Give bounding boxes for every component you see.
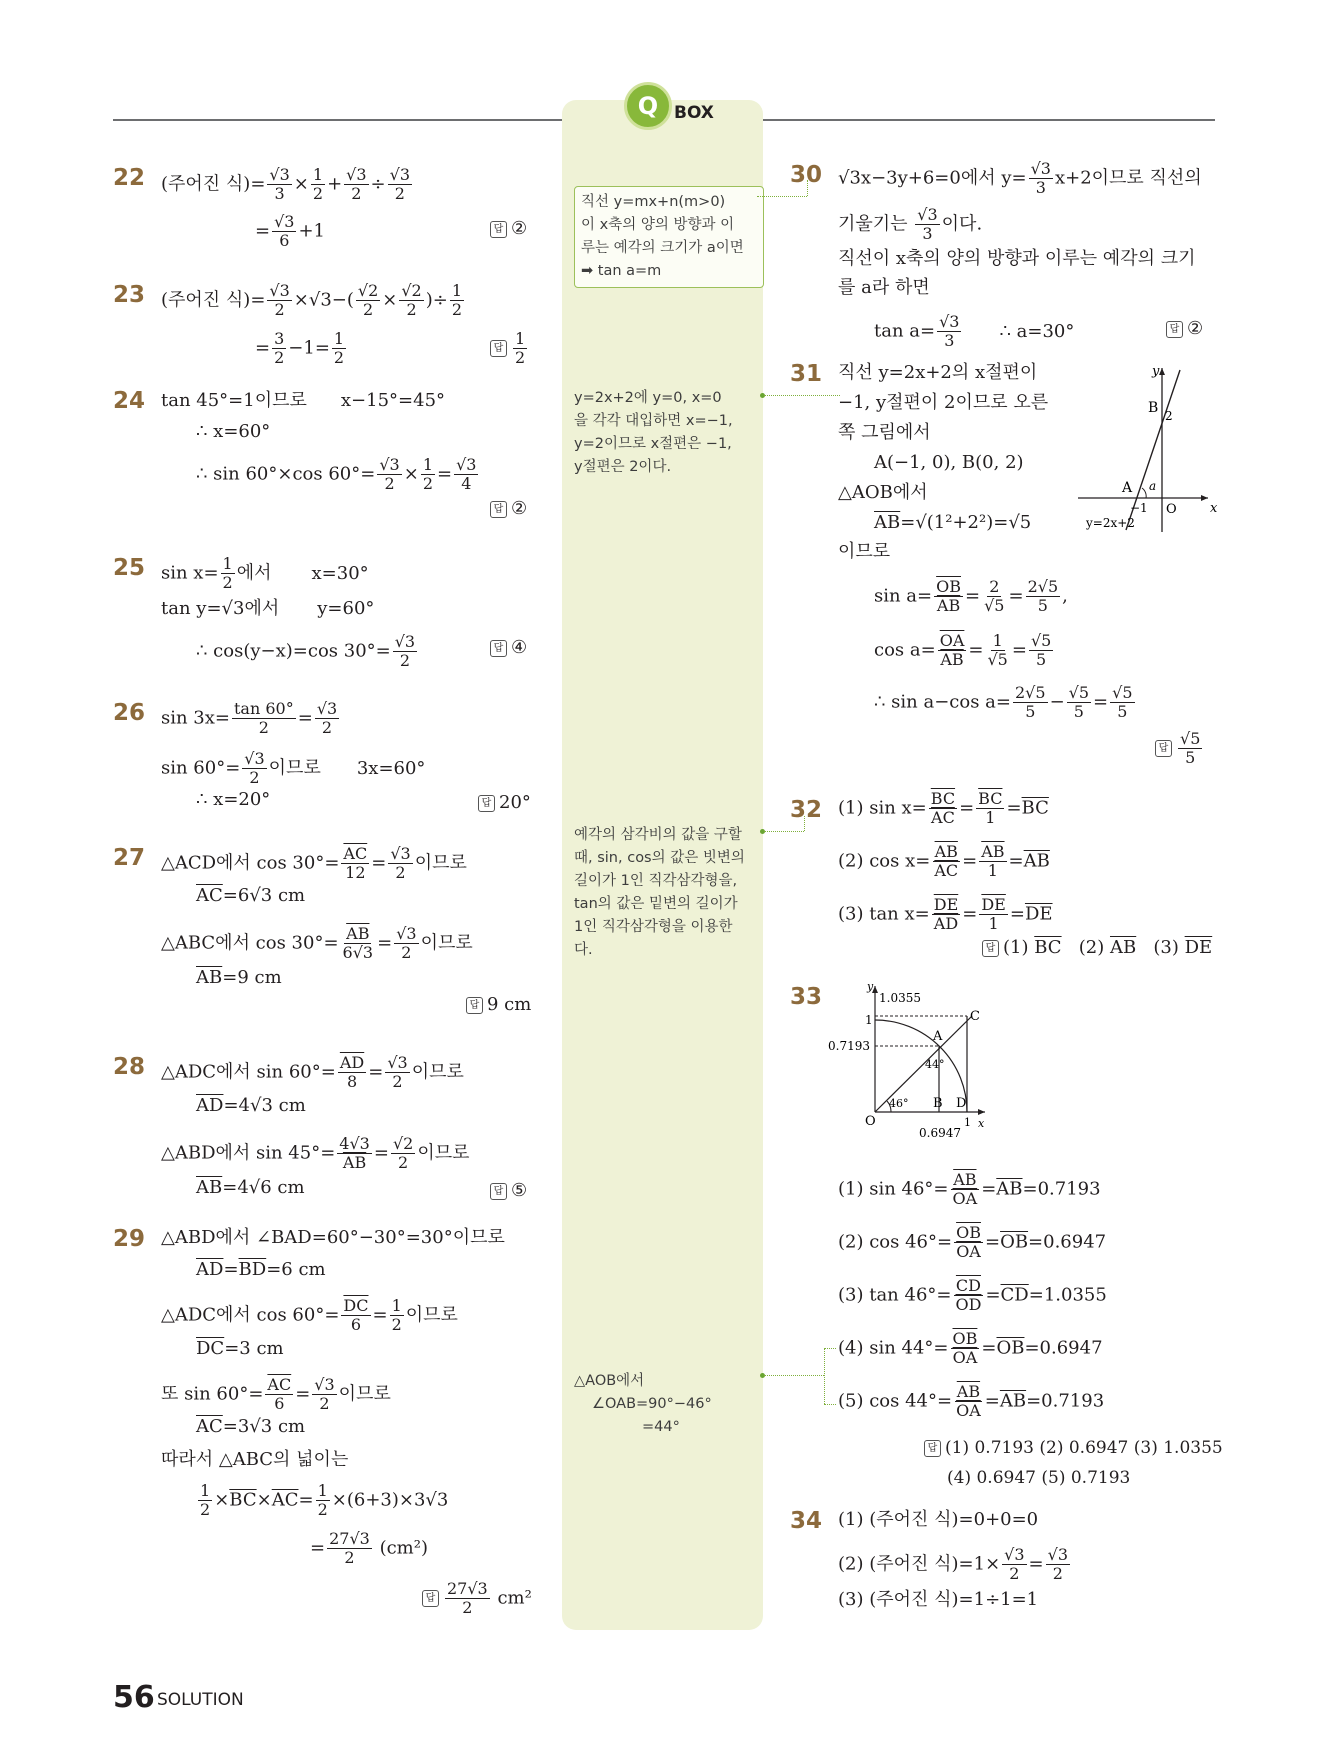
- value-label: 0.7193: [828, 1039, 870, 1053]
- problem-number: 33: [790, 984, 823, 1010]
- fraction: $\frac{2}{√5}$: [984, 577, 1005, 615]
- note-slope: [574, 186, 764, 288]
- solution-line: = $\frac{√3}{6}$ +1: [255, 212, 326, 250]
- solution-line: (2) (주어진 식)=1× $\frac{√3}{2}$ = $\frac{√3}{2}$: [838, 1545, 1068, 1583]
- solution-line: (5) cos 44°= $\frac{\overline{AB}}{OA}$ $=\overline{AB}=0.7193$: [838, 1382, 1105, 1420]
- point-label: C: [970, 1009, 980, 1024]
- answer-icon: 답: [490, 340, 507, 357]
- fraction: $\frac{\tan 60^\circ}{2}$: [234, 699, 294, 737]
- text: ∴ sin 60°×cos 60°=: [196, 463, 376, 485]
- note-line: 루는 예각의 크기가 a이면: [581, 240, 744, 256]
- leader-line: [824, 1348, 825, 1404]
- note-line: 이 x축의 양의 방향과 이: [581, 217, 735, 233]
- note-angle: [574, 1370, 760, 1439]
- solution-line: △ABD에서 sin 45°= $\frac{4√3}{AB}$ = $\frac{√2}{2}$ 이므로: [161, 1134, 470, 1172]
- solution-line: $\overline{AD}=4√3$ cm: [196, 1095, 306, 1116]
- answer-icon: 답: [490, 221, 507, 238]
- fraction: $\frac{√3}{2}$: [1047, 1545, 1068, 1583]
- text: (주어진 식)=: [161, 289, 266, 311]
- q-box-label: BOX: [674, 103, 714, 123]
- problem-number: 32: [790, 797, 823, 823]
- leader-line: [824, 1404, 836, 1405]
- solution-line: cos a= $\frac{\overline{OA}}{AB}$ = $\frac{1}{√5}$ = $\frac{√5}{5}$: [874, 631, 1052, 669]
- answer: [490, 330, 529, 367]
- leader-line: [764, 1375, 824, 1376]
- note-line: tan의 값은 밑변의 길이가: [574, 896, 738, 912]
- answer: 답 ②: [490, 498, 527, 519]
- problem-number: 25: [113, 555, 146, 581]
- x-arrow-icon: [1201, 495, 1208, 501]
- problem-number: 28: [113, 1054, 146, 1080]
- solution-line: $\overline{AD}=\overline{BD}=6$ cm: [196, 1259, 326, 1280]
- solution-line: (3) tan 46°= $\frac{\overline{CD}}{OD}$ $=\overline{CD}=1.0355$: [838, 1276, 1107, 1314]
- fraction: $\frac{3}{2}$: [274, 329, 285, 367]
- solution-line: △ABD에서 ∠BAD=60°−30°=30°이므로: [161, 1227, 505, 1248]
- answer-icon: 답: [1166, 321, 1183, 338]
- fraction: $\frac{1}{2}$: [317, 1481, 328, 1519]
- solution-line: tan a= $\frac{√3}{3}$ ∴ a=30°: [874, 312, 1075, 350]
- graph-31: [1068, 360, 1218, 535]
- problem-number: 30: [790, 162, 823, 188]
- fraction: $\frac{\overline{BC}}{1}$: [978, 789, 1003, 827]
- solution-line: [161, 389, 445, 413]
- value-label: 0.6947: [919, 1126, 961, 1140]
- solution-line: (1) (주어진 식)=0+0=0: [838, 1509, 1039, 1530]
- origin-label: O: [1166, 502, 1177, 517]
- solution-line: $\overline{AB}=9$ cm: [196, 967, 282, 988]
- angle-label: a: [1149, 479, 1157, 493]
- axis-label: y: [867, 980, 874, 993]
- solution-line: = $\frac{3}{2}$ −1= $\frac{1}{2}$: [255, 329, 345, 367]
- answer: 답 9 cm: [466, 994, 531, 1015]
- answer-icon: 답: [982, 940, 999, 957]
- answer: 답 (1) $\overline{BC}$ (2) $\overline{AB}$ (3) $\overline{DE}$: [982, 937, 1212, 958]
- problem-number: 26: [113, 700, 146, 726]
- note-line: 다.: [574, 942, 593, 958]
- solution-line: (주어진 식)= $\frac{√3}{2}$ ×√3−( $\frac{√2}{2}$ × $\frac{√2}{2}$ )÷ $\frac{1}{2}$: [161, 281, 463, 319]
- answer-icon: 답: [490, 501, 507, 518]
- fraction: $\frac{√3}{4}$: [456, 455, 477, 493]
- fraction: $\frac{\overline{AB}}{OA}$: [956, 1382, 981, 1420]
- point-label: A: [1122, 480, 1133, 496]
- answer: [1155, 730, 1204, 767]
- value-label: 1.0355: [879, 991, 921, 1005]
- fraction: $\frac{√3}{6}$: [274, 212, 295, 250]
- point-label: A: [933, 1029, 943, 1044]
- answer-icon: 답: [1155, 740, 1172, 757]
- angle-arc: [1142, 488, 1146, 498]
- page-number: 56: [113, 1680, 155, 1715]
- leader-line: [757, 196, 807, 197]
- solution-line: 쪽 그림에서: [838, 422, 931, 443]
- answer: 답 $\frac{27√3}{2}$ cm²: [422, 1580, 532, 1617]
- graph-33: [825, 980, 1000, 1140]
- fraction: $\frac{\overline{BC}}{AC}$: [930, 789, 956, 827]
- fraction: $\frac{√3}{2}$: [394, 632, 416, 670]
- solution-line: $\overline{AC}=3√3$ cm: [196, 1416, 306, 1437]
- fraction: $\frac{\overline{DE}}{AD}$: [933, 895, 959, 933]
- solution-line: (2) cos x= $\frac{\overline{AB}}{AC}$ = $\frac{\overline{AB}}{1}$ $=\overline{AB}$: [838, 842, 1050, 880]
- solution-line: (2) cos 46°= $\frac{\overline{OB}}{OA}$ $=\overline{OB}=0.6947$: [838, 1223, 1107, 1261]
- line-equation: y=2x+2: [1086, 516, 1135, 530]
- fraction: $\frac{√3}{3}$: [917, 205, 938, 243]
- fraction: $\frac{\overline{DE}}{1}$: [981, 895, 1006, 933]
- fraction: $\frac{\overline{OA}}{AB}$: [939, 631, 965, 669]
- fraction: $\frac{\overline{AB}}{1}$: [981, 842, 1005, 880]
- answer: 답 (1) 0.7193 (2) 0.6947 (3) 1.0355: [924, 1438, 1223, 1458]
- note-line: 을 각각 대입하면 x=−1,: [574, 413, 733, 429]
- leader-line: [764, 831, 804, 832]
- answer: (4) 0.6947 (5) 0.7193: [947, 1468, 1131, 1488]
- problem-number: 34: [790, 1508, 823, 1534]
- note-line: ➡ tan a=m: [581, 263, 662, 279]
- q-logo-icon: Q: [624, 82, 672, 130]
- answer-icon: 답: [478, 795, 495, 812]
- solution-line: (1) sin x= $\frac{\overline{BC}}{AC}$ = $\frac{\overline{BC}}{1}$ $=\overline{BC}$: [838, 789, 1049, 827]
- fraction: $\frac{1}{2}$: [333, 329, 345, 367]
- tick-label: 1: [865, 1013, 873, 1027]
- problem-number: 29: [113, 1226, 146, 1252]
- fraction: $\frac{√3}{2}$: [1004, 1545, 1025, 1583]
- angle-label: 46°: [889, 1097, 909, 1110]
- solution-line: ∴ x=60°: [196, 421, 271, 442]
- note-line: y=2이므로 x절편은 −1,: [574, 436, 732, 452]
- fraction: $\frac{√2}{2}$: [357, 281, 379, 319]
- answer-icon: 답: [490, 640, 507, 657]
- answer-icon: 답: [466, 997, 483, 1014]
- solution-line: 직선 y=2x+2의 x절편이: [838, 362, 1038, 383]
- solution-line: sin 3x= $\frac{\tan 60^\circ}{2}$ = $\frac{√3}{2}$: [161, 699, 338, 737]
- fraction: $\frac{\overline{OB}}{AB}$: [936, 577, 961, 615]
- fraction: $\frac{\overline{AC}}{6}$: [267, 1375, 292, 1413]
- fraction: $\frac{√3}{2}$: [387, 1053, 408, 1091]
- fraction: $\frac{√3}{2}$: [314, 1375, 335, 1413]
- note-trig-ratios: [574, 824, 760, 962]
- problem-number: 31: [790, 361, 823, 387]
- note-line: 때, sin, cos의 값은 빗변의: [574, 850, 745, 866]
- axis-label: y: [1152, 364, 1160, 379]
- note-intercepts: [574, 387, 760, 479]
- fraction: $\frac{1}{2}$: [200, 1481, 211, 1519]
- angle-label: 44°: [925, 1058, 945, 1071]
- text: x−15°=45°: [340, 390, 446, 411]
- solution-line: (4) sin 44°= $\frac{\overline{OB}}{OA}$ $=\overline{OB}=0.6947$: [838, 1329, 1103, 1367]
- text: (주어진 식)=: [161, 173, 266, 195]
- answer: 답 20°: [478, 792, 531, 813]
- solution-line: sin a= $\frac{\overline{OB}}{AB}$ = $\frac{2}{√5}$ = $\frac{2√5}{5}$ ,: [874, 577, 1068, 615]
- solution-line: 직선이 x축의 양의 방향과 이루는 예각의 크기: [838, 248, 1196, 269]
- answer: 답 ④: [490, 637, 527, 658]
- answer: 답 ②: [1166, 318, 1203, 339]
- fraction: $\frac{1}{2}$: [515, 329, 526, 367]
- solution-line: = $\frac{27√3}{2}$ (cm²): [310, 1529, 428, 1567]
- solution-line: △ADC에서 cos 60°= $\frac{\overline{DC}}{6}$ = $\frac{1}{2}$ 이므로: [161, 1296, 458, 1334]
- solution-line: (3) (주어진 식)=1÷1=1: [838, 1589, 1039, 1610]
- tick-label: 1: [964, 1116, 971, 1129]
- fraction: $\frac{1}{2}$: [312, 165, 324, 203]
- note-line: ∠OAB=90°−46°: [592, 1396, 712, 1412]
- fraction: $\frac{1}{√5}$: [987, 631, 1008, 669]
- solution-line: ∴ x=20°: [196, 789, 271, 810]
- footer-label: SOLUTION: [157, 1690, 244, 1710]
- solution-line: $\overline{AC}=6√3$ cm: [196, 885, 306, 906]
- fraction: $\frac{√3}{2}$: [390, 844, 411, 882]
- point-label: D: [956, 1096, 967, 1111]
- fraction: $\frac{√5}{5}$: [1030, 631, 1052, 669]
- fraction: $\frac{\overline{OB}}{OA}$: [956, 1223, 981, 1261]
- solution-line: sin 60°= $\frac{√3}{2}$ 이므로 3x=60°: [161, 749, 426, 787]
- solution-line: 이므로: [838, 541, 891, 562]
- solution-line: ∴ sin a−cos a= $\frac{2√5}{5}$ − $\frac{√5}{5}$ = $\frac{√5}{5}$: [874, 683, 1133, 721]
- note-line: y=2x+2에 y=0, x=0: [574, 390, 722, 406]
- answer-icon: 답: [490, 1183, 507, 1200]
- note-line: 1인 직각삼각형을 이용한: [574, 919, 733, 935]
- fraction: $\frac{1}{2}$: [451, 281, 463, 319]
- fraction: $\frac{2√5}{5}$: [1027, 577, 1059, 615]
- note-line: 직선 y=mx+n(m>0): [581, 194, 726, 210]
- solution-line: ∴ cos(y−x)=cos 30°= $\frac{√3}{2}$: [196, 632, 416, 670]
- point-label: B: [933, 1096, 943, 1111]
- solution-line: $\overline{AB}=√(1^2+2^2)=√5$: [874, 512, 1032, 533]
- problem-number: 27: [113, 845, 146, 871]
- solution-line: 를 a라 하면: [838, 277, 930, 298]
- fraction: $\frac{27√3}{2}$: [447, 1579, 488, 1617]
- answer: 답 ②: [490, 218, 527, 239]
- fraction: $\frac{4√3}{AB}$: [339, 1134, 370, 1172]
- solution-line: △ACD에서 cos 30°= $\frac{\overline{AC}}{12}$ = $\frac{√3}{2}$ 이므로: [161, 844, 467, 882]
- solution-line: $\overline{AB}=4√6$ cm: [196, 1177, 305, 1198]
- solution-line: (1) sin 46°= $\frac{\overline{AB}}{OA}$ $=\overline{AB}=0.7193$: [838, 1170, 1101, 1208]
- fraction: $\frac{√3}{2}$: [396, 924, 417, 962]
- answer-icon: 답: [924, 1440, 941, 1457]
- solution-line: △AOB에서: [838, 482, 928, 503]
- note-line: y절편은 2이다.: [574, 459, 672, 475]
- solution-line: $\frac{1}{2}$ $\times\overline{BC}\times\overline{AC}=$ $\frac{1}{2}$ ×(6+3)×3√3: [200, 1481, 449, 1519]
- note-line: △AOB에서: [574, 1373, 645, 1389]
- note-line: 길이가 1인 직각삼각형을,: [574, 873, 738, 889]
- fraction: $\frac{√3}{2}$: [316, 699, 338, 737]
- text: tan 45°=1이므로: [161, 390, 307, 411]
- solution-line: $\overline{DC}=3$ cm: [196, 1338, 284, 1359]
- solution-line: △ADC에서 sin 60°= $\frac{\overline{AD}}{8}$ = $\frac{√3}{2}$ 이므로: [161, 1053, 464, 1091]
- fraction: $\frac{√3}{3}$: [939, 312, 960, 350]
- solution-line: 기울기는 $\frac{√3}{3}$ 이다.: [838, 205, 983, 243]
- x-arrow-icon: [978, 1109, 985, 1115]
- fraction: $\frac{2√5}{5}$: [1015, 683, 1046, 721]
- fraction: $\frac{\overline{AB}}{6√3}$: [342, 924, 374, 962]
- fraction: $\frac{√3}{2}$: [379, 455, 400, 493]
- problem-number: 23: [113, 282, 146, 308]
- point-label: B: [1148, 400, 1159, 416]
- fraction: $\frac{√3}{3}$: [269, 165, 290, 203]
- leader-line: [824, 1348, 836, 1349]
- fraction: $\frac{√5}{5}$: [1068, 683, 1090, 721]
- solution-line: A(−1, 0), B(0, 2): [874, 452, 1024, 473]
- answer: 답 ⑤: [490, 1180, 527, 1201]
- fraction: $\frac{1}{2}$: [422, 455, 433, 493]
- fraction: $\frac{√2}{2}$: [401, 281, 422, 319]
- problem-number: 22: [113, 165, 146, 191]
- fraction: $\frac{1}{2}$: [222, 554, 233, 592]
- fraction: $\frac{√3}{2}$: [244, 749, 265, 787]
- fraction: $\frac{√3}{2}$: [269, 281, 290, 319]
- solution-line: 따라서 △ABC의 넓이는: [161, 1449, 349, 1470]
- answer-icon: 답: [422, 1590, 439, 1607]
- fraction: $\frac{√2}{2}$: [392, 1134, 414, 1172]
- solution-line: △ABC에서 cos 30°= $\frac{\overline{AB}}{6√3}$ = $\frac{√3}{2}$ 이므로: [161, 924, 473, 962]
- fraction: $\frac{1}{2}$: [391, 1296, 402, 1334]
- axis-label: x: [978, 1117, 985, 1130]
- note-line: 예각의 삼각비의 값을 구할: [574, 827, 742, 843]
- fraction: $\frac{\overline{DC}}{6}$: [343, 1296, 369, 1334]
- tick-label: −1: [1130, 501, 1148, 515]
- fraction: $\frac{√3}{3}$: [1030, 159, 1051, 197]
- solution-line: −1, y절편이 2이므로 오른: [838, 392, 1049, 413]
- fraction: $\frac{\overline{AD}}{8}$: [339, 1053, 365, 1091]
- fraction: $\frac{√5}{5}$: [1180, 729, 1201, 767]
- fraction: $\frac{\overline{OB}}{OA}$: [952, 1329, 978, 1367]
- solution-line: (주어진 식)= $\frac{√3}{3}$ × $\frac{1}{2}$ + $\frac{√3}{2}$ ÷ $\frac{√3}{2}$: [161, 165, 410, 203]
- fraction: $\frac{27√3}{2}$: [329, 1529, 370, 1567]
- solution-line: tan y=√3에서 y=60°: [161, 598, 375, 619]
- fraction: $\frac{√3}{2}$: [346, 165, 367, 203]
- problem-number: 24: [113, 388, 146, 414]
- fraction: $\frac{√3}{2}$: [389, 165, 410, 203]
- axis-label: x: [1210, 501, 1218, 516]
- solution-line: (3) tan x= $\frac{\overline{DE}}{AD}$ = $\frac{\overline{DE}}{1}$ $=\overline{DE}$: [838, 895, 1053, 933]
- leader-line: [764, 395, 840, 396]
- tick-label: 2: [1165, 409, 1173, 423]
- fraction: $\frac{\overline{AC}}{12}$: [343, 844, 368, 882]
- fraction: $\frac{\overline{AB}}{AC}$: [934, 842, 959, 880]
- origin-label: O: [865, 1114, 876, 1129]
- fraction: $\frac{\overline{CD}}{OD}$: [955, 1276, 982, 1314]
- fraction: $\frac{\overline{AB}}{OA}$: [952, 1170, 978, 1208]
- y-arrow-icon: [1159, 368, 1165, 375]
- note-line: =44°: [642, 1419, 680, 1435]
- solution-line: √3x−3y+6=0에서 y= $\frac{√3}{3}$ x+2이므로 직선의: [838, 159, 1202, 197]
- solution-line: sin x= $\frac{1}{2}$ 에서 x=30°: [161, 554, 369, 592]
- fraction: $\frac{√5}{5}$: [1112, 683, 1133, 721]
- solution-line: ∴ sin 60°×cos 60°= $\frac{√3}{2}$ × $\frac{1}{2}$ = $\frac{√3}{4}$: [196, 455, 477, 493]
- solution-line: 또 sin 60°= $\frac{\overline{AC}}{6}$ = $\frac{√3}{2}$ 이므로: [161, 1375, 391, 1413]
